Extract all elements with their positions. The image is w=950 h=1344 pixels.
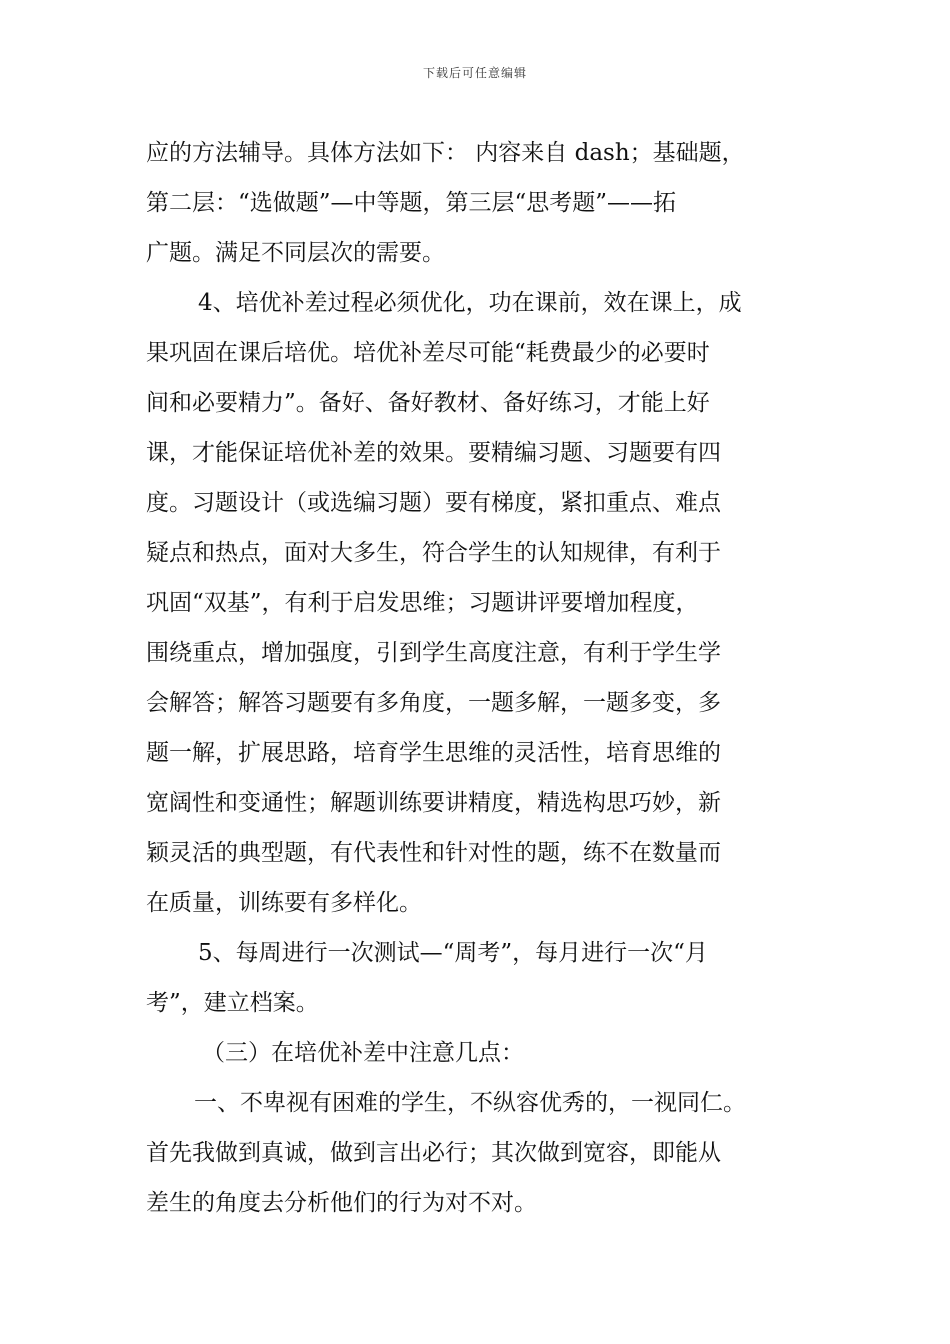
text-line: 题一解，扩展思路，培育学生思维的灵活性，培育思维的 (146, 740, 721, 766)
text-line: 巩固“双基”，有利于启发思维；习题讲评要增加程度， (146, 590, 699, 616)
paragraph-start-line: 5、每周进行一次测试—“周考”，每月进行一次“月 (198, 940, 708, 966)
text-line: 广题。满足不同层次的需要。 (146, 240, 445, 266)
text-line: 课，才能保证培优补差的效果。要精编习题、习题要有四 (146, 440, 721, 466)
text-line: 在质量，训练要有多样化。 (146, 890, 422, 916)
paragraph-start-line: 4、培优补差过程必须优化，功在课前，效在课上，成 (198, 290, 742, 316)
text-line: 应的方法辅导。具体方法如下： 内容来自 dash；基础题， (146, 140, 745, 166)
paragraph-start-line: 一、不卑视有困难的学生，不纵容优秀的，一视同仁。 (194, 1090, 746, 1116)
text-line: 考”，建立档案。 (146, 990, 319, 1016)
text-line: 果巩固在课后培优。培优补差尽可能“耗费最少的必要时 (146, 340, 710, 366)
text-line: 首先我做到真诚，做到言出必行；其次做到宽容，即能从 (146, 1140, 721, 1166)
text-line: 围绕重点，增加强度，引到学生高度注意，有利于学生学 (146, 640, 721, 666)
text-line: 差生的角度去分析他们的行为对不对。 (146, 1190, 537, 1216)
text-line: 第二层：“选做题”—中等题，第三层“思考题”——拓 (146, 190, 677, 216)
page-header: 下载后可任意编辑 (422, 66, 527, 80)
text-line: 度。习题设计（或选编习题）要有梯度，紧扣重点、难点 (146, 490, 721, 516)
section-heading: （三）在培优补差中注意几点： (202, 1040, 524, 1066)
text-line: 疑点和热点，面对大多生，符合学生的认知规律，有利于 (146, 540, 721, 566)
text-line: 会解答；解答习题要有多角度，一题多解，一题多变，多 (146, 690, 721, 716)
document-body (146, 128, 826, 1228)
text-line: 宽阔性和变通性；解题训练要讲精度，精选构思巧妙，新 (146, 790, 721, 816)
text-line: 间和必要精力”。备好、备好教材、备好练习，才能上好 (146, 390, 710, 416)
text-line: 颖灵活的典型题，有代表性和针对性的题，练不在数量而 (146, 840, 721, 866)
